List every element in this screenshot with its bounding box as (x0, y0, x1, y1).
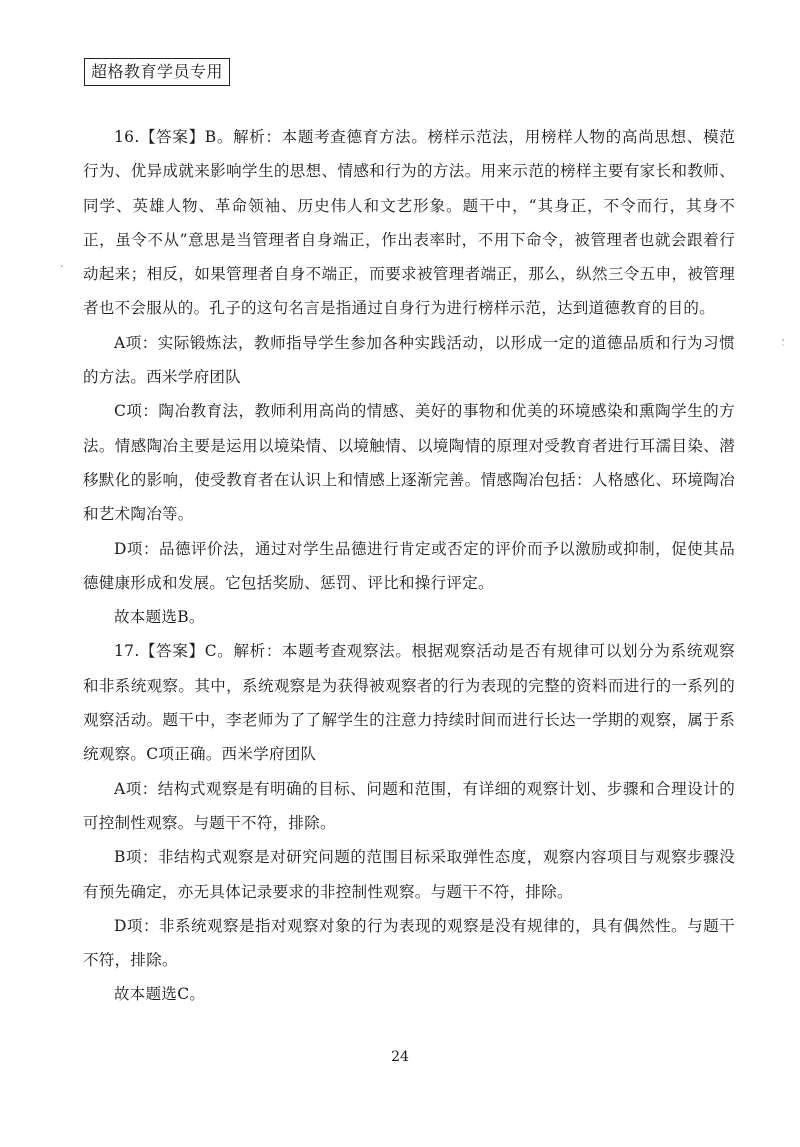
paragraph-17-option-d: D项：非系统观察是指对观察对象的行为表现的观察是没有规律的，具有偶然性。与题干不符，排除。 (83, 916, 735, 970)
page-number: 24 (391, 1049, 409, 1065)
paragraph-16-option-a: A项：实际锻炼法，教师指导学生参加各种实践活动，以形成一定的道德品质和行为习惯的方法。西米学府团队 (83, 333, 735, 387)
answer-explanations (83, 120, 735, 1012)
paragraph-16-answer: 16.【答案】B。解析：本题考查德育方法。榜样示范法，用榜样人物的高尚思想、模范行为、优异成就来影响学生的思想、情感和行为的方法。用来示范的榜样主要有家长和教师、同学、英雄人物、革命领袖、历史伟人和文艺形象。题干中，“其身正，不令而行，其身不正，虽令不从”意思是当管理者自身端正，作出表率时，不用下命令，被管理者也就会跟着行动起来；相反，如果管理者自身不端正，而要求被管理者端正，那么，纵然三令五申，被管理者也不会服从的。孔子的这句名言是指通过自身行为进行榜样示范，达到道德教育的目的。 (83, 128, 735, 318)
paragraph-17-conclusion: 故本题选C。 (114, 985, 206, 1004)
watermark-stamp: 超格教育学员专用 (84, 58, 230, 86)
paragraph-17-option-a: A项：结构式观察是有明确的目标、问题和范围，有详细的观察计划、步骤和合理设计的可控制性观察。与题干不符，排除。 (83, 779, 735, 832)
paragraph-16-option-c: C项：陶冶教育法，教师利用高尚的情感、美好的事物和优美的环境感染和熏陶学生的方法。情感陶冶主要是运用以境染情、以境触情、以境陶情的原理对受教育者进行耳濡目染、潜移默化的影响，使受教育者在认识上和情感上逐渐完善。情感陶冶包括：人格感化、环境陶冶和艺术陶冶等。 (83, 402, 735, 524)
paragraph-16-conclusion: 故本题选B。 (114, 608, 205, 627)
paragraph-16-option-d: D项：品德评价法，通过对学生品德进行肯定或否定的评价而予以激励或抑制，促使其品德健康形成和发展。它包括奖励、惩罚、评比和操行评定。 (83, 539, 735, 592)
paragraph-17-answer: 17.【答案】C。解析：本题考查观察法。根据观察活动是否有规律可以划分为系统观察和非系统观察。其中，系统观察是为获得被观察者的行为表现的完整的资料而进行的一系列的观察活动。题干中，李老师为了了解学生的注意力持续时间而进行长达一学期的观察，属于系统观察。C项正确。西米学府团队 (83, 642, 735, 764)
paragraph-17-option-b: B项：非结构式观察是对研究问题的范围目标采取弹性态度，观察内容项目与观察步骤没有预先确定，亦无具体记录要求的非控制性观察。与题干不符，排除。 (83, 848, 735, 901)
